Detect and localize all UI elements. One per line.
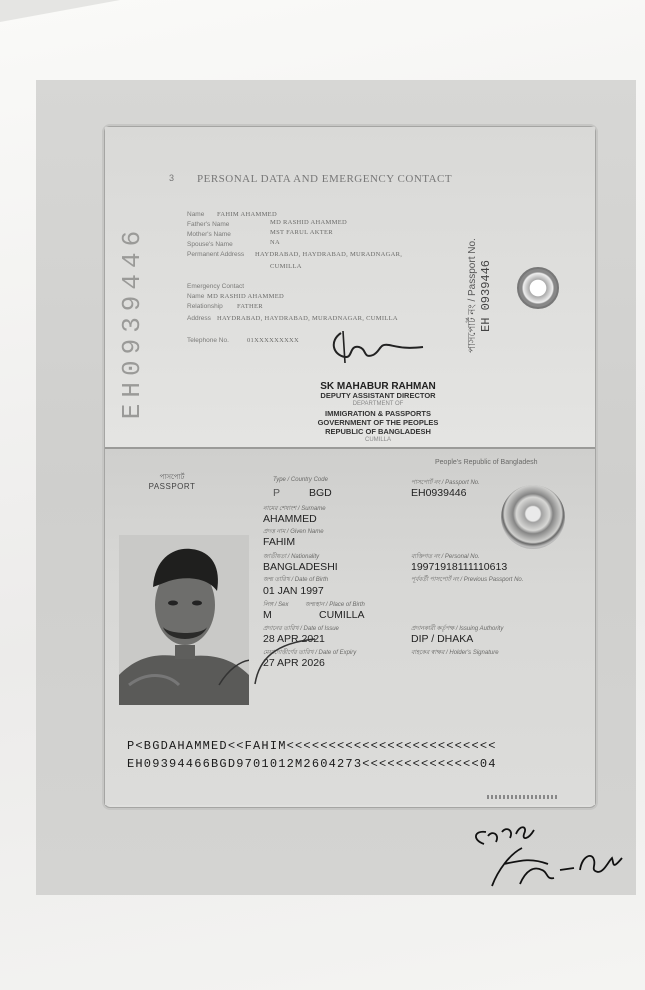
holder-signature-label: বাহকের স্বাক্ষর / Holder's Signature bbox=[411, 650, 499, 656]
emergency-heading: Emergency Contact bbox=[187, 283, 245, 290]
date-of-issue: 28 APR 2021 bbox=[263, 633, 325, 645]
page-edge-pattern bbox=[487, 795, 557, 799]
date-of-expiry: 27 APR 2026 bbox=[263, 657, 325, 669]
surname-label: নামের শেষাংশ / Surname bbox=[263, 506, 326, 512]
passport-header-en: PASSPORT bbox=[148, 482, 196, 491]
field-value: MST FARUL AKTER bbox=[270, 229, 333, 236]
field-label: Spouse's Name bbox=[187, 241, 233, 248]
personal-no-label: ব্যক্তিগত নং / Personal No. bbox=[411, 554, 480, 560]
vertical-passport-number: EH0939446 bbox=[117, 224, 148, 420]
passport-data-page bbox=[105, 449, 595, 805]
field-value: NA bbox=[270, 239, 280, 246]
stamp-line: GOVERNMENT OF THE PEOPLES bbox=[317, 418, 439, 427]
holder-photo bbox=[119, 535, 249, 705]
bangladesh-emblem-icon bbox=[501, 485, 565, 549]
official-stamp bbox=[303, 382, 453, 445]
field-value: 01XXXXXXXXX bbox=[247, 337, 300, 344]
handwritten-annotation bbox=[462, 800, 632, 900]
passport-no-label: পাসপোর্ট নং / Passport No. bbox=[411, 480, 480, 486]
field-value: CUMILLA bbox=[270, 263, 302, 270]
country-header: People's Republic of Bangladesh bbox=[435, 459, 538, 466]
field-label: Relationship bbox=[187, 303, 223, 310]
passport-type: P bbox=[273, 487, 281, 499]
sex: M bbox=[263, 609, 272, 621]
field-label: Father's Name bbox=[187, 221, 230, 228]
mrz-line-1: P<BGDAHAMMED<<FAHIM<<<<<<<<<<<<<<<<<<<<<<<<< bbox=[127, 739, 497, 753]
place-of-birth-label: জন্মস্থান / Place of Birth bbox=[305, 602, 365, 608]
folded-corner bbox=[0, 0, 120, 22]
mrz-line-2: EH09394466BGD9701012M2604273<<<<<<<<<<<<<<04 bbox=[127, 757, 497, 771]
nationality: BANGLADESHI bbox=[263, 561, 338, 573]
issuing-authority: DIP / DHAKA bbox=[411, 633, 474, 645]
stamp-line: DEPUTY ASSISTANT DIRECTOR bbox=[320, 391, 436, 400]
government-seal-icon bbox=[517, 267, 559, 309]
stamp-place: CUMILLA bbox=[364, 437, 391, 443]
side-passport-number: পাসপোর্ট নং / Passport No. bbox=[466, 238, 478, 353]
sex-label: লিঙ্গ / Sex bbox=[263, 602, 289, 608]
personal-number: 19971918111110613 bbox=[411, 561, 508, 573]
field-label: Name bbox=[187, 211, 205, 218]
expiry-label: মেয়াদোত্তীর্ণের তারিখ / Date of Expiry bbox=[263, 650, 357, 656]
surname: AHAMMED bbox=[263, 513, 317, 525]
place-of-birth: CUMILLA bbox=[319, 609, 365, 621]
side-passport-value: EH 0939446 bbox=[479, 259, 494, 333]
passport-number: EH0939446 bbox=[411, 487, 467, 499]
nationality-label: জাতীয়তা / Nationality bbox=[263, 554, 320, 560]
field-value: HAYDRABAD, HAYDRABAD, MURADNAGAR, CUMILLA bbox=[217, 315, 398, 322]
field-value: FAHIM AHAMMED bbox=[217, 211, 277, 218]
date-of-birth: 01 JAN 1997 bbox=[263, 585, 324, 597]
given-name-label: প্রদত্ত নাম / Given Name bbox=[263, 529, 324, 535]
dob-label: জন্ম তারিখ / Date of Birth bbox=[263, 577, 329, 583]
field-value: HAYDRABAD, HAYDRABAD, MURADNAGAR, bbox=[255, 251, 403, 258]
type-label: Type / Country Code bbox=[273, 477, 328, 483]
issuing-authority-label: প্রদানকারী কর্তৃপক্ষ / Issuing Authority bbox=[411, 626, 504, 632]
field-label: Telephone No. bbox=[187, 337, 229, 344]
personal-data-page bbox=[105, 127, 595, 449]
field-label: Name bbox=[187, 293, 205, 300]
stamp-line: IMMIGRATION & PASSPORTS bbox=[325, 409, 431, 418]
field-label: Address bbox=[187, 315, 211, 322]
passport-header bbox=[117, 473, 227, 491]
holder-signature-arc bbox=[245, 629, 325, 689]
previous-passport-label: পূর্ববর্তী পাসপোর্ট নং / Previous Passport No. bbox=[411, 577, 524, 583]
stamp-line: DEPARTMENT OF bbox=[352, 401, 404, 407]
given-name: FAHIM bbox=[263, 536, 296, 548]
officer-name: SK MAHABUR RAHMAN bbox=[320, 381, 436, 392]
personal-data-title: PERSONAL DATA AND EMERGENCY CONTACT bbox=[197, 173, 453, 185]
officer-signature bbox=[319, 327, 429, 367]
field-label: Permanent Address bbox=[187, 251, 245, 258]
field-label: Mother's Name bbox=[187, 231, 231, 238]
country-code: BGD bbox=[309, 487, 332, 499]
issue-date-label: প্রদানের তারিখ / Date of Issue bbox=[263, 626, 339, 632]
field-value: MD RASHID AHAMMED bbox=[207, 293, 284, 300]
passport bbox=[104, 126, 596, 808]
field-value: MD RASHID AHAMMED bbox=[270, 219, 347, 226]
page-number: 3 bbox=[169, 173, 175, 183]
field-value: FATHER bbox=[237, 303, 263, 310]
passport-header-bn: পাসপোর্ট bbox=[159, 474, 185, 481]
stamp-line: REPUBLIC OF BANGLADESH bbox=[325, 427, 431, 436]
